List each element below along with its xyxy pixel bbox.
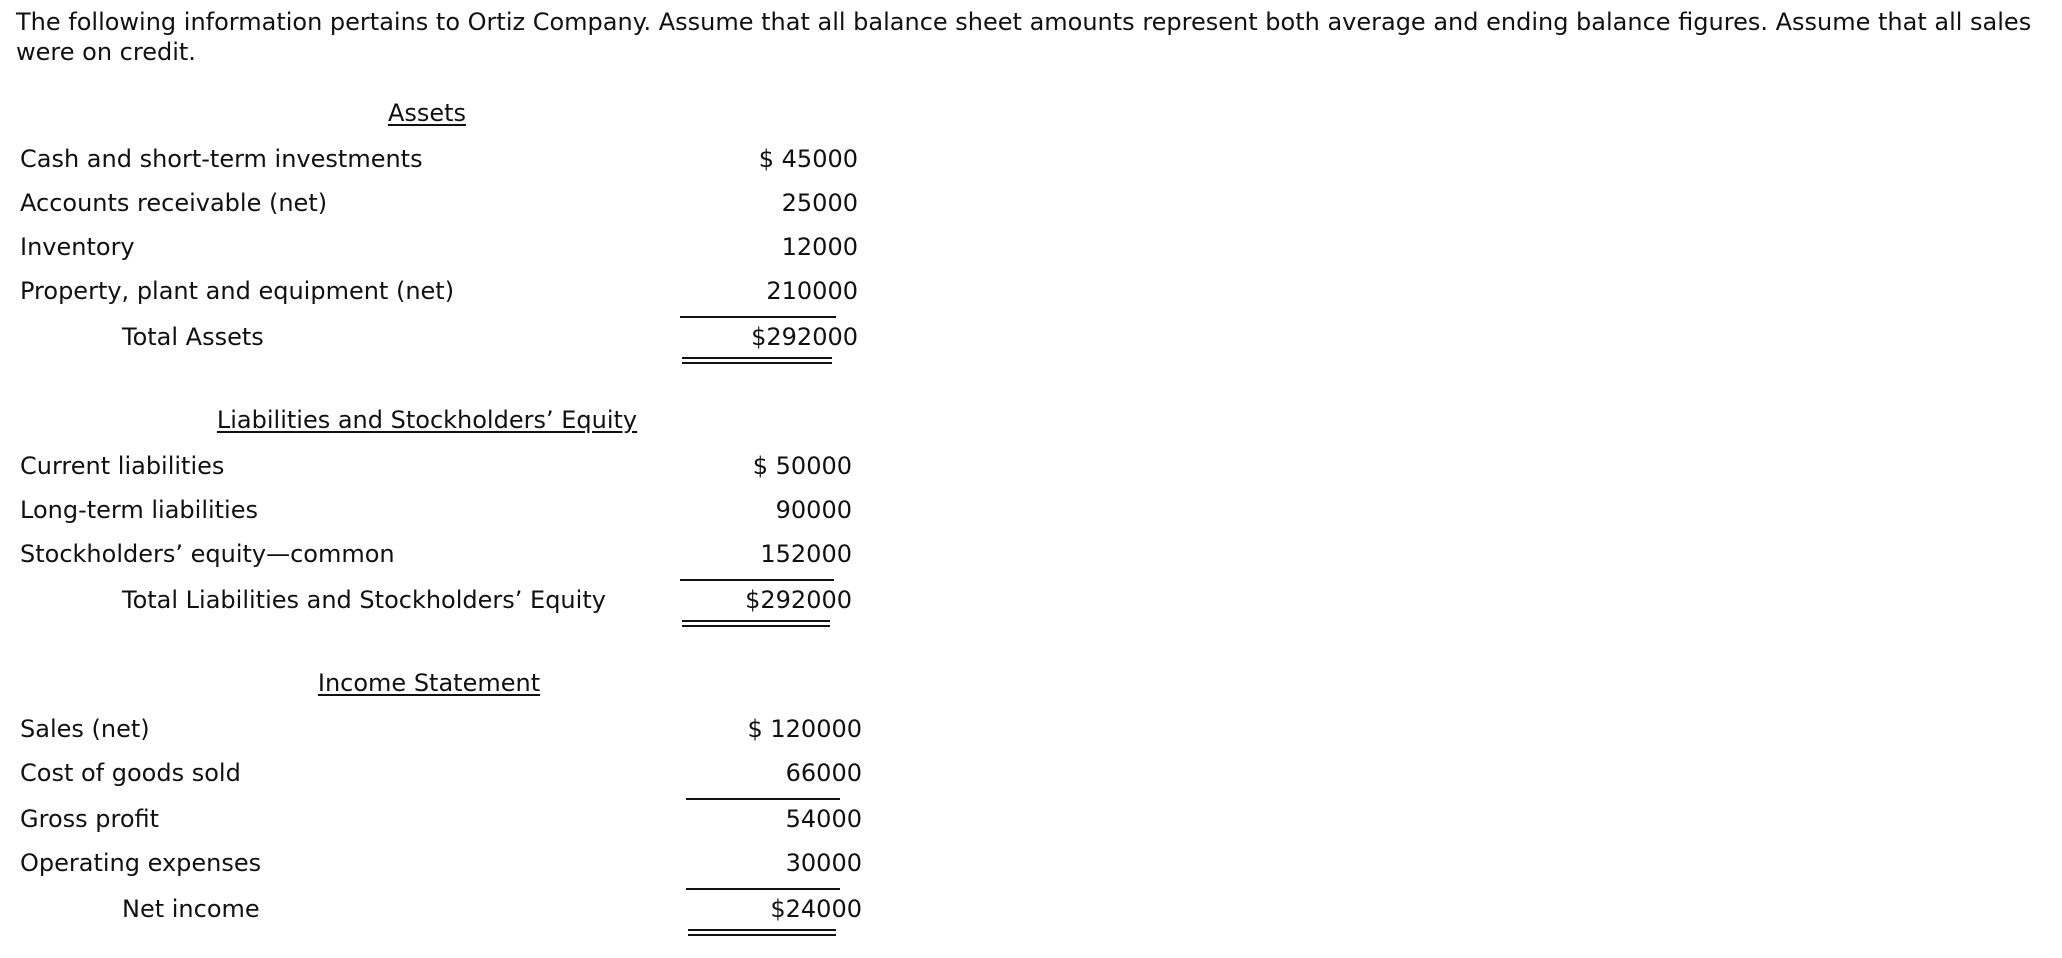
- total-amount: $292000: [751, 323, 858, 351]
- row-amount: $ 50000: [752, 452, 852, 480]
- income-cogs-rule: [686, 798, 840, 800]
- row-label: Long-term liabilities: [20, 496, 258, 524]
- row-amount: $ 120000: [747, 715, 862, 743]
- row-amount: 66000: [785, 759, 862, 787]
- assets-row-cash: [20, 144, 860, 188]
- total-label: Total Assets: [122, 323, 264, 351]
- income-opex-rule: [686, 888, 840, 890]
- row-label: Stockholders’ equity—common: [20, 540, 395, 568]
- assets-total-double-rule: [682, 357, 832, 364]
- row-amount: 12000: [781, 233, 858, 261]
- income-row-cogs: [20, 758, 860, 802]
- income-row-gross-profit: [20, 804, 860, 848]
- income-row-sales: [20, 714, 860, 758]
- income-heading: Income Statement: [317, 669, 541, 697]
- row-amount: 25000: [781, 189, 858, 217]
- liabilities-row-current: [20, 451, 860, 495]
- row-amount: 210000: [766, 277, 858, 305]
- assets-row-receivable: [20, 188, 860, 232]
- assets-row-ppe: [20, 276, 860, 320]
- row-amount: 152000: [760, 540, 852, 568]
- total-label: Total Liabilities and Stockholders’ Equity: [122, 586, 606, 614]
- row-label: Property, plant and equipment (net): [20, 277, 455, 305]
- liabilities-total-double-rule: [682, 620, 830, 627]
- liabilities-subtotal-rule: [680, 579, 834, 581]
- row-amount: 90000: [775, 496, 852, 524]
- total-amount: $292000: [745, 586, 852, 614]
- intro-paragraph: The following information pertains to Ortiz Company. Assume that all balance sheet amounts represent both average and ending balance figures. Assume that all sales were on credit.: [16, 8, 2032, 66]
- income-total-double-rule: [688, 929, 836, 936]
- liabilities-row-equity: [20, 539, 860, 583]
- row-label: Cost of goods sold: [20, 759, 241, 787]
- row-label: Inventory: [20, 233, 135, 261]
- total-label: Net income: [122, 895, 260, 923]
- row-label: Accounts receivable (net): [20, 189, 328, 217]
- income-row-operating-expenses: [20, 848, 860, 892]
- row-label: Cash and short-term investments: [20, 145, 423, 173]
- row-amount: $ 45000: [758, 145, 858, 173]
- row-amount: 54000: [785, 805, 862, 833]
- assets-row-inventory: [20, 232, 860, 276]
- row-label: Gross profit: [20, 805, 160, 833]
- row-label: Sales (net): [20, 715, 150, 743]
- assets-subtotal-rule: [680, 316, 836, 318]
- row-label: Current liabilities: [20, 452, 225, 480]
- row-label: Operating expenses: [20, 849, 262, 877]
- liabilities-row-longterm: [20, 495, 860, 539]
- assets-heading: Assets: [387, 99, 467, 127]
- row-amount: 30000: [785, 849, 862, 877]
- total-amount: $24000: [770, 895, 862, 923]
- liabilities-heading: Liabilities and Stockholders’ Equity: [216, 406, 638, 434]
